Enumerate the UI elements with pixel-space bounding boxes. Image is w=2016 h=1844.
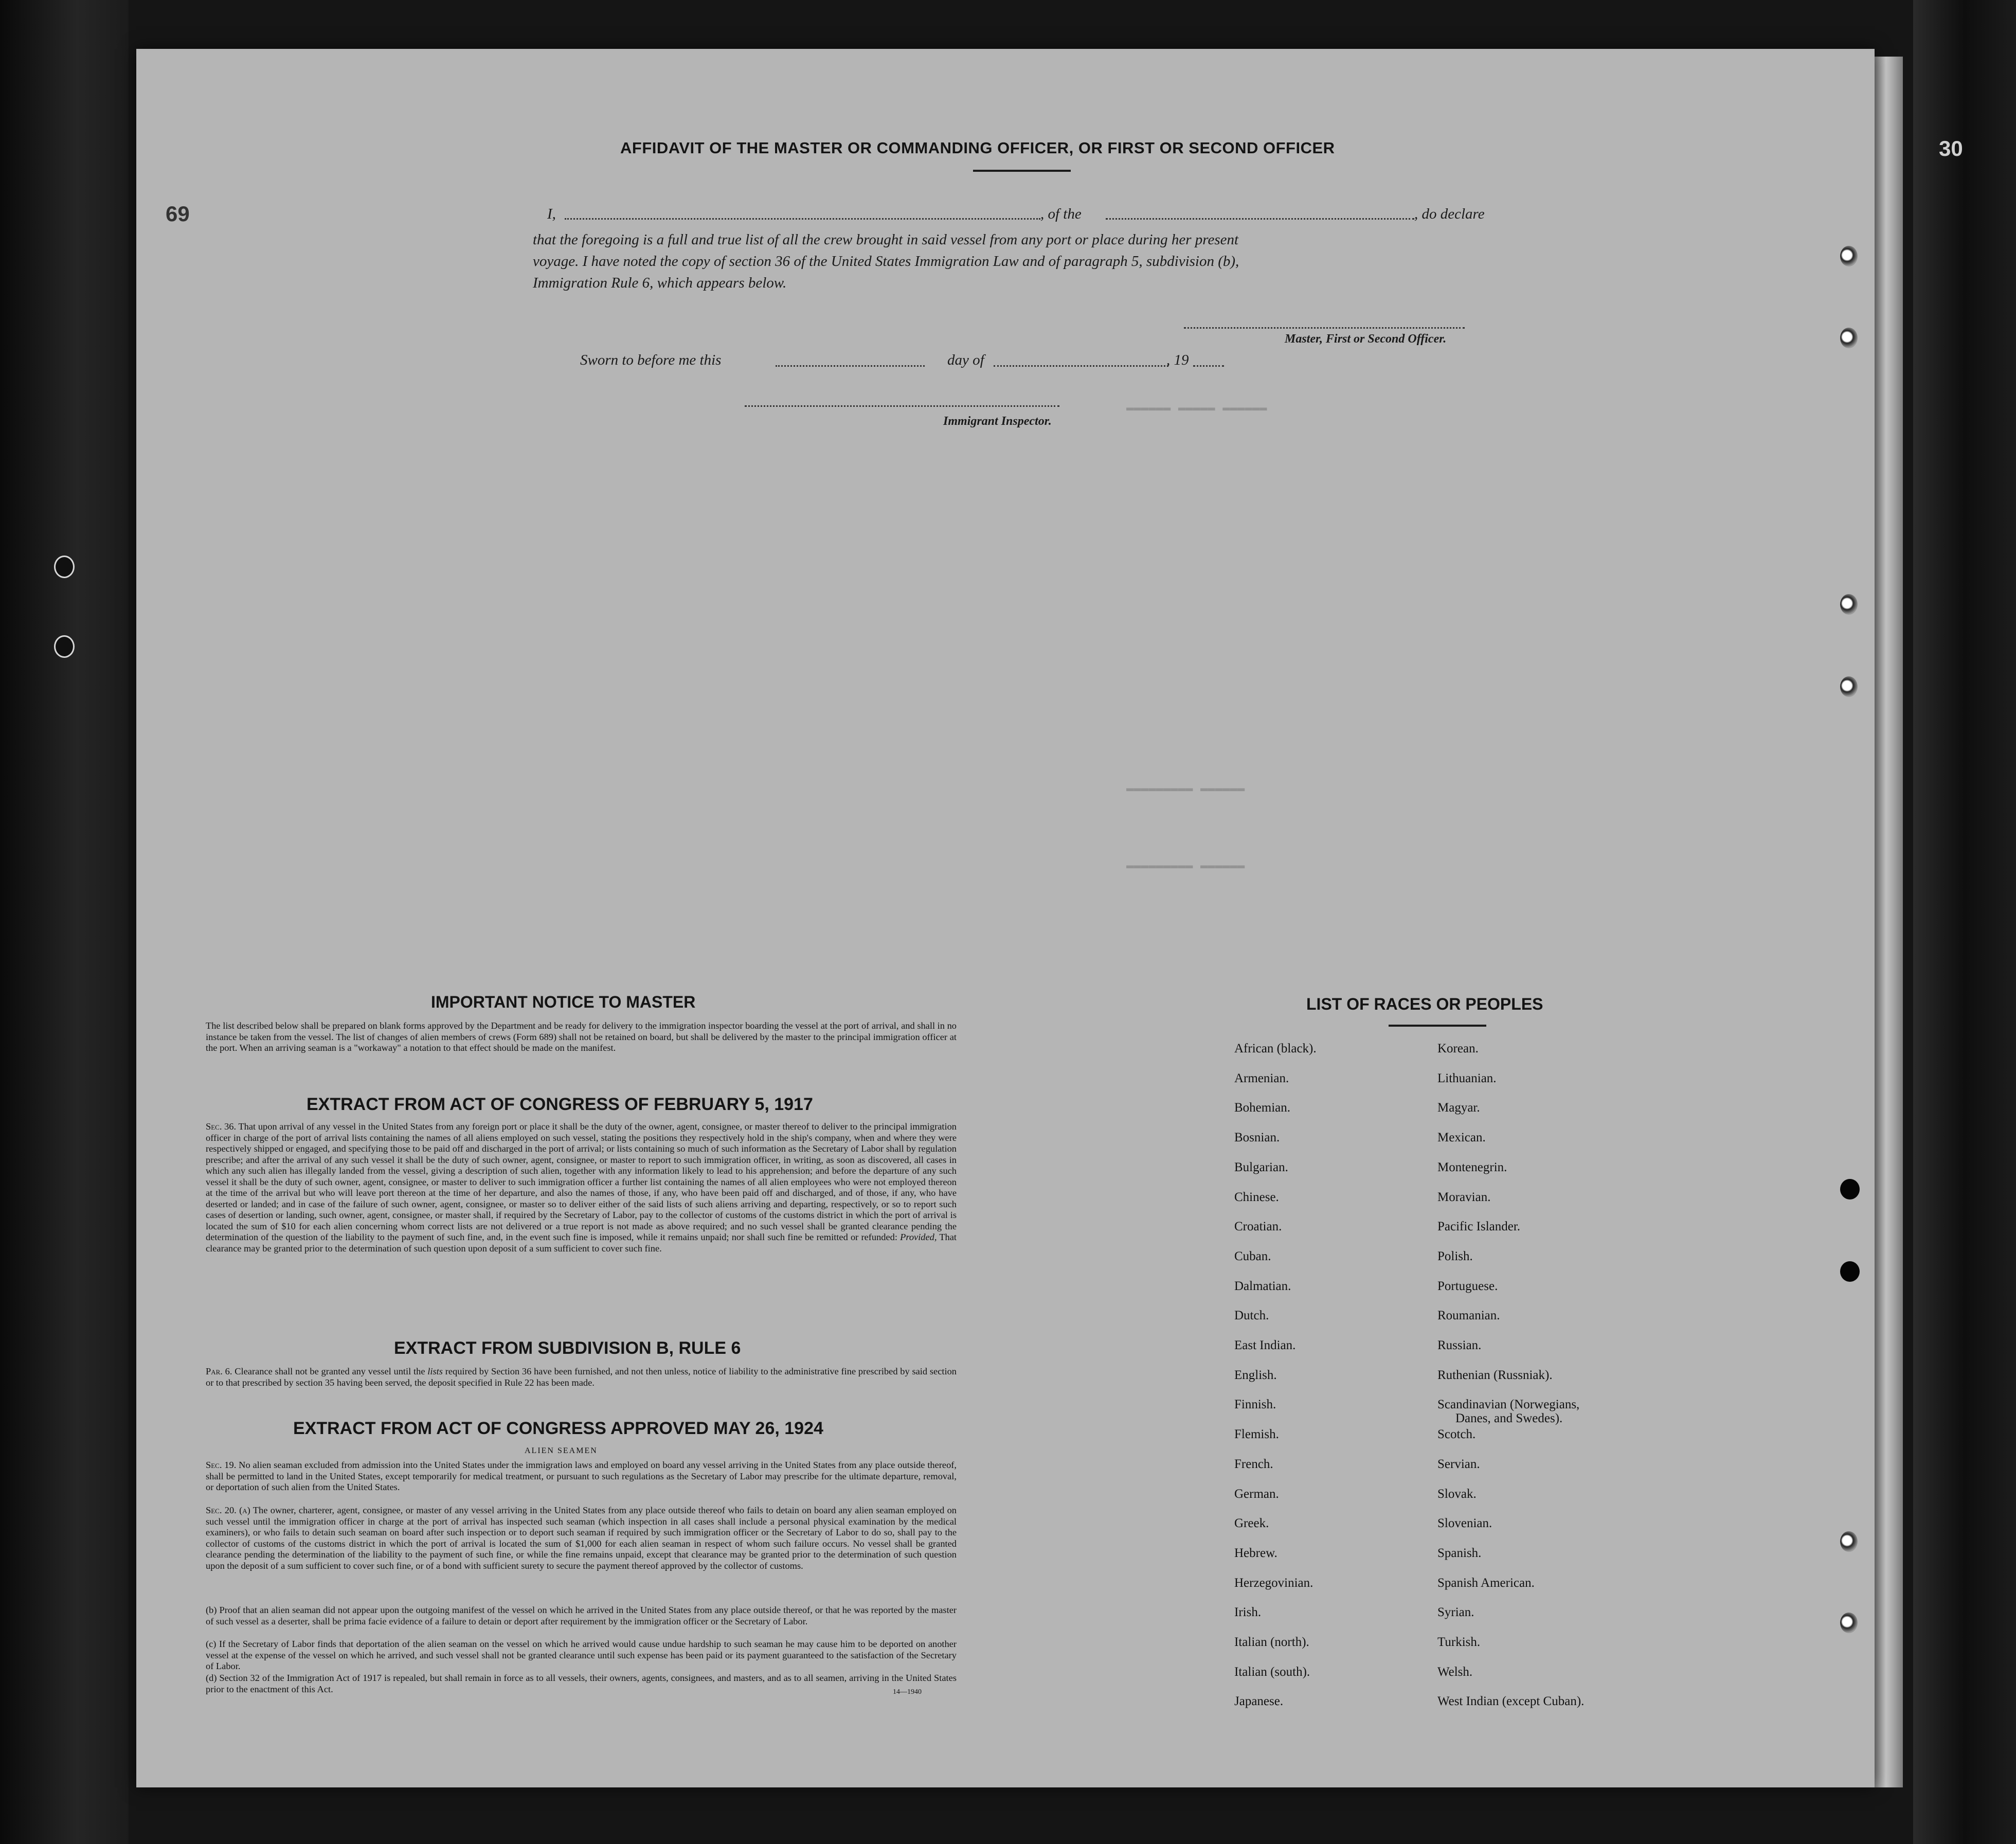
extract-1917-text: Sec. 36. That upon arrival of any vessel in the United States from any foreign port or place it shall be the duty of the owner, agent, consignee, or master thereof to deliver to the principal immigration officer in charge of the port of arrival lists containing the names of all aliens employed on such vessel, stating the positions they respectively hold in the ship's company, when and where they were respectively shipped or engaged, and specifying those to be paid off and discharged in the port of arrival; or lists containing so much of such information as the Secretary of Labor shall by regulation prescribe; and after the arrival of any such vessel it shall be the duty of such owner, agent, consignee, or master to report to such immigration officer, in writing, as soon as discovered, all cases in which any such alien has illegally landed from the vessel, giving a description of such alien, together with any information likely to lead to his apprehension; and before the departure of any such vessel it shall be the duty of such owner, agent, consignee, or master to deliver to such immigration officer a further list containing the names of all alien employees who were not employed thereon at the time of the arrival but who will leave port thereon at the time of her departure, and also the names of those, if any, who have been paid off and discharged, and of those, if any, who have deserted or landed; and in case of the failure of such owner, agent, consignee, or master so to deliver either of the said lists of such aliens arriving and departing, respectively, or so to report such cases of desertion or landing, such owner, agent, consignee, or master shall, if required by the Secretary of Labor, pay to the collector of customs of the customs district in which the port of arrival is located the sum of $10 for each alien concerning whom correct lists are not delivered or a true report is not made as above required; and no such vessel shall be granted clearance pending the determination of the question of the liability to the payment of such fine, and, in the event such fine is imposed, while it remains unpaid; nor shall such fine be remitted or refunded: Provided, That clearance may be granted prior to the determination of such question upon deposit of a sum sufficient to cover such fine. [206, 1121, 957, 1254]
extract-1924-title: EXTRACT FROM ACT OF CONGRESS APPROVED MAY 26, 1924 [293, 1419, 823, 1438]
form-number: 14—1940 [893, 1688, 922, 1696]
bleed-through: ▬▬▬▬▬▬▬▬▬ ▬▬▬▬▬▬ [1126, 859, 1245, 873]
do-declare-label: , do declare [1414, 206, 1485, 222]
race-item: Korean. [1437, 1042, 1479, 1055]
year-line[interactable] [1193, 365, 1224, 367]
binder-strip [0, 0, 129, 1844]
race-item: Bohemian. [1234, 1101, 1291, 1115]
race-item: Dutch. [1234, 1309, 1269, 1323]
race-item: Lithuanian. [1437, 1071, 1497, 1085]
binder-punch [1840, 1261, 1860, 1282]
race-item: Italian (south). [1234, 1664, 1310, 1679]
race-item: Chinese. [1234, 1190, 1279, 1204]
race-item: Roumanian. [1437, 1309, 1500, 1323]
race-item: East Indian. [1234, 1338, 1296, 1352]
race-item: African (black). [1234, 1042, 1317, 1055]
race-item: Slovenian. [1437, 1516, 1492, 1531]
affidavit-line-2: that the foregoing is a full and true list of all the crew brought in said vessel from any port or place during her present [533, 231, 1239, 248]
affidavit-i-label: I, [547, 206, 556, 222]
race-item: Cuban. [1234, 1249, 1271, 1263]
race-item: Welsh. [1437, 1664, 1473, 1679]
notice-title: IMPORTANT NOTICE TO MASTER [431, 993, 696, 1011]
of-the-label: , of the [1040, 206, 1082, 222]
inspector-label: Immigrant Inspector. [943, 415, 1052, 428]
binder-ring [1840, 328, 1858, 348]
race-item: Polish. [1437, 1249, 1473, 1263]
race-item: Italian (north). [1234, 1635, 1309, 1649]
race-item: Hebrew. [1234, 1546, 1277, 1560]
race-item: Servian. [1437, 1457, 1480, 1471]
sworn-label: Sworn to before me this [580, 352, 722, 368]
race-item: Danes, and Swedes). [1455, 1411, 1563, 1426]
day-of-label: day of [947, 352, 984, 368]
races-title-rule [1389, 1025, 1486, 1027]
race-item: Turkish. [1437, 1635, 1481, 1649]
race-item: Greek. [1234, 1516, 1269, 1531]
binder-ring [1840, 1531, 1858, 1552]
notice-text: The list described below shall be prepared on blank forms approved by the Department and be ready for delivery to the immigration inspector boarding the vessel at the port of arrival, and shall in no instance be taken from the vessel. The list of changes of alien members of crews (Form 689) shall not be retained on board, but shall be delivered by the master to the principal immigration officer at the port. When an arriving seaman is a "workaway" a notation to that effect should be made on the manifest. [206, 1021, 957, 1053]
race-item: Slovak. [1437, 1487, 1477, 1501]
race-item: Finnish. [1234, 1398, 1276, 1412]
master-signature-label: Master, First or Second Officer. [1285, 332, 1447, 346]
race-item: English. [1234, 1368, 1277, 1382]
inspector-signature-line[interactable] [745, 405, 1059, 407]
extract-rule6-title: EXTRACT FROM SUBDIVISION B, RULE 6 [394, 1338, 741, 1358]
sec20a-text: Sec. 20. (a) The owner, charterer, agent, consignee, or master of any vessel arriving in the United States from any place outside thereof who fails to detain on board any alien seaman employed on such vessel until the immigration officer in charge at the port of arrival has inspected such seaman (which inspection in all cases shall include a personal physical examination by the medical examiners), or who fails to detain such seaman on board after such inspection or to deport such seaman if required by such immigration officer or the Secretary of Labor to do so, shall pay to the collector of customs of the customs district in which the port of arrival is located the sum of $1,000 for each alien seaman in respect of whom such failure occurs. No vessel shall be granted clearance pending the determination of the liability to the payment of such fine, or while the fine remains unpaid, except that clearance may be granted prior to the determination of such question upon the deposit of a sum sufficient to cover such fine, or of a bond with sufficient surety to secure the payment thereof approved by the collector of customs. [206, 1505, 957, 1571]
month-line[interactable] [994, 365, 1168, 367]
race-item: Dalmatian. [1234, 1279, 1291, 1293]
extract-1917-title: EXTRACT FROM ACT OF CONGRESS OF FEBRUARY 5, 1917 [307, 1095, 813, 1114]
name-line[interactable] [565, 218, 1040, 220]
extract-rule6-text: Par. 6. Clearance shall not be granted any vessel until the lists required by Section 36 have been furnished, and not then unless, notice of liability to the administrative fine prescribed by said section or to that prescribed by section 35 having been served, the deposit specified in Rule 22 has been made. [206, 1366, 957, 1388]
binder-punch [1840, 1179, 1860, 1200]
affidavit-line-4: Immigration Rule 6, which appears below. [533, 275, 787, 291]
race-item: Spanish. [1437, 1546, 1482, 1560]
race-item: Magyar. [1437, 1101, 1480, 1115]
race-item: Montenegrin. [1437, 1160, 1507, 1174]
race-item: Bosnian. [1234, 1131, 1280, 1145]
vessel-line[interactable] [1106, 218, 1414, 220]
race-item: West Indian (except Cuban). [1437, 1694, 1585, 1709]
page-number-left: 69 [166, 202, 190, 226]
sec19-text: Sec. 19. No alien seaman excluded from admission into the United States under the immigration laws and employed on board any vessel arriving in the United States from any place outside thereof, shall be permitted to land in the United States, except temporarily for medical treatment, or pursuant to such regulations as the Secretary of Labor may prescribe for the ultimate departure, removal, or deportation of such alien from the United States. [206, 1460, 957, 1492]
race-item: Ruthenian (Russniak). [1437, 1368, 1553, 1382]
race-item: Herzegovinian. [1234, 1576, 1313, 1590]
binder-hole [54, 635, 75, 658]
affidavit-title: AFFIDAVIT OF THE MASTER OR COMMANDING OFFICER, OR FIRST OR SECOND OFFICER [620, 139, 1335, 157]
race-item: French. [1234, 1457, 1273, 1471]
race-item: Scotch. [1437, 1427, 1476, 1442]
races-title: LIST OF RACES OR PEOPLES [1306, 995, 1543, 1013]
sec20b-text: (b) Proof that an alien seaman did not appear upon the outgoing manifest of the vessel on which he arrived in the United States from any place outside thereof, or that he was reported by the master of such vessel as a deserter, shall be prima facie evidence of a failure to detain or deport after requirement by the immigration officer or the Secretary of Labor. [206, 1605, 957, 1626]
affidavit-line-3: voyage. I have noted the copy of section 36 of the United States Immigration Law and of paragraph 5, subdivision (b), [533, 253, 1239, 270]
bleed-through: ▬▬▬▬▬▬ ▬▬▬▬▬ ▬▬▬▬▬▬ [1126, 401, 1267, 415]
binder-ring [1840, 1613, 1858, 1633]
book-spine [1913, 0, 2016, 1844]
year-prefix: , 19 [1166, 352, 1189, 368]
race-item: Pacific Islander. [1437, 1220, 1521, 1234]
race-item: Scandinavian (Norwegians, [1437, 1398, 1580, 1412]
race-item: Croatian. [1234, 1220, 1282, 1234]
page-number-right: 30 [1939, 136, 1963, 160]
master-signature-line[interactable] [1184, 327, 1465, 329]
race-item: Japanese. [1234, 1694, 1284, 1709]
binder-ring [1840, 246, 1858, 266]
race-item: Bulgarian. [1234, 1160, 1288, 1174]
bleed-through: ▬▬▬▬▬▬▬▬▬ ▬▬▬▬▬▬ [1126, 782, 1245, 796]
race-item: Syrian. [1437, 1605, 1474, 1620]
race-item: Portuguese. [1437, 1279, 1498, 1293]
race-item: Spanish American. [1437, 1576, 1535, 1590]
race-item: Flemish. [1234, 1427, 1279, 1442]
sec20c-text: (c) If the Secretary of Labor finds that deportation of the alien seaman on the vessel on which he arrived would cause undue hardship to such seaman he may cause him to be deported on another vessel at the expense of the vessel on which he arrived, and such vessel shall not be granted clearance until such expense has been paid or its payment guaranteed to the satisfaction of the Secretary of Labor. [206, 1639, 957, 1671]
page-edge [1875, 57, 1903, 1787]
race-item: Irish. [1234, 1605, 1262, 1620]
race-item: Russian. [1437, 1338, 1482, 1352]
race-item: Mexican. [1437, 1131, 1486, 1145]
binder-ring [1840, 676, 1858, 697]
title-rule [973, 170, 1071, 172]
race-item: Armenian. [1234, 1071, 1289, 1085]
sec20d-text: (d) Section 32 of the Immigration Act of 1917 is repealed, but shall remain in force as to all vessels, their owners, agents, consignees, and masters, and as to all seamen, arriving in the United States prior to the enactment of this Act. [206, 1673, 957, 1694]
race-item: German. [1234, 1487, 1279, 1501]
race-item: Moravian. [1437, 1190, 1491, 1204]
binder-hole [54, 556, 75, 578]
binder-ring [1840, 594, 1858, 615]
day-line[interactable] [776, 365, 925, 367]
alien-seamen-subtitle: ALIEN SEAMEN [525, 1446, 598, 1455]
